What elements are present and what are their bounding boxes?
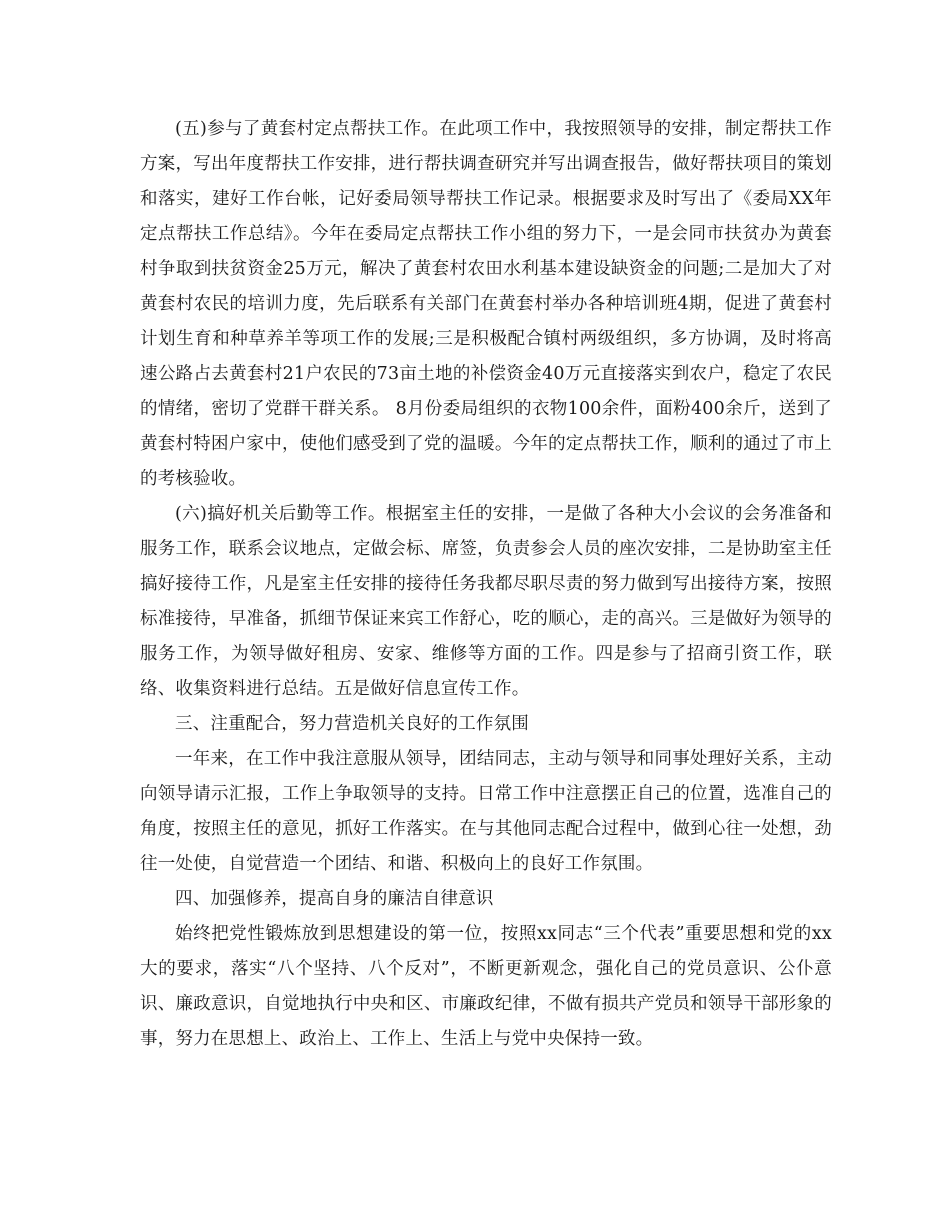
section-heading-integrity: 四、加强修养，提高自身的廉洁自律意识 xyxy=(175,889,494,909)
document-body xyxy=(140,112,832,1057)
section-heading-cooperation: 三、注重配合，努力营造机关良好的工作氛围 xyxy=(175,714,529,734)
paragraph-assistance-work: (五)参与了黄套村定点帮扶工作。在此项工作中，我按照领导的安排，制定帮扶工作方案，写出年度帮扶工作安排，进行帮扶调查研究并写出调查报告，做好帮扶项目的策划和落实，建好工作台帐，记好委局领导帮扶工作记录。根据要求及时写出了《委局XX年定点帮扶工作总结》。今年在委局定点帮扶工作小组的努力下，一是会同市扶贫办为黄套村争取到扶贫资金25万元，解决了黄套村农田水利基本建设缺资金的问题;二是加大了对黄套村农民的培训力度，先后联系有关部门在黄套村举办各种培训班4期，促进了黄套村计划生育和种草养羊等项工作的发展;三是积极配合镇村两级组织，多方协调，及时将高速公路占去黄套村21户农民的73亩土地的补偿资金40万元直接落实到农户，稳定了农民的情绪，密切了党群干群关系。 8月份委局组织的衣物100余件，面粉400余斤，送到了黄套村特困户家中，使他们感受到了党的温暖。今年的定点帮扶工作，顺利的通过了市上的考核验收。 xyxy=(140,119,832,489)
paragraph-cooperation: 一年来，在工作中我注意服从领导，团结同志，主动与领导和同事处理好关系，主动向领导请示汇报，工作上争取领导的支持。日常工作中注意摆正自己的位置，选准自己的角度，按照主任的意见，抓好工作落实。在与其他同志配合过程中，做到心往一处想，劲往一处使，自觉营造一个团结、和谐、积极向上的良好工作氛围。 xyxy=(140,749,832,874)
paragraph-logistics-work: (六)搞好机关后勤等工作。根据室主任的安排，一是做了各种大小会议的会务准备和服务工作，联系会议地点，定做会标、席签，负责参会人员的座次安排，二是协助室主任搞好接待工作，凡是室主任安排的接待任务我都尽职尽责的努力做到写出接待方案，按照标准接待，早准备，抓细节保证来宾工作舒心，吃的顺心，走的高兴。三是做好为领导的服务工作，为领导做好租房、安家、维修等方面的工作。四是参与了招商引资工作，联络、收集资料进行总结。五是做好信息宣传工作。 xyxy=(140,504,832,699)
paragraph-integrity: 始终把党性锻炼放到思想建设的第一位，按照xx同志“三个代表”重要思想和党的xx大的要求，落实“八个坚持、八个反对”，不断更新观念，强化自己的党员意识、公仆意识、廉政意识，自觉地执行中央和区、市廉政纪律，不做有损共产党员和领导干部形象的事，努力在思想上、政治上、工作上、生活上与党中央保持一致。 xyxy=(140,924,832,1049)
